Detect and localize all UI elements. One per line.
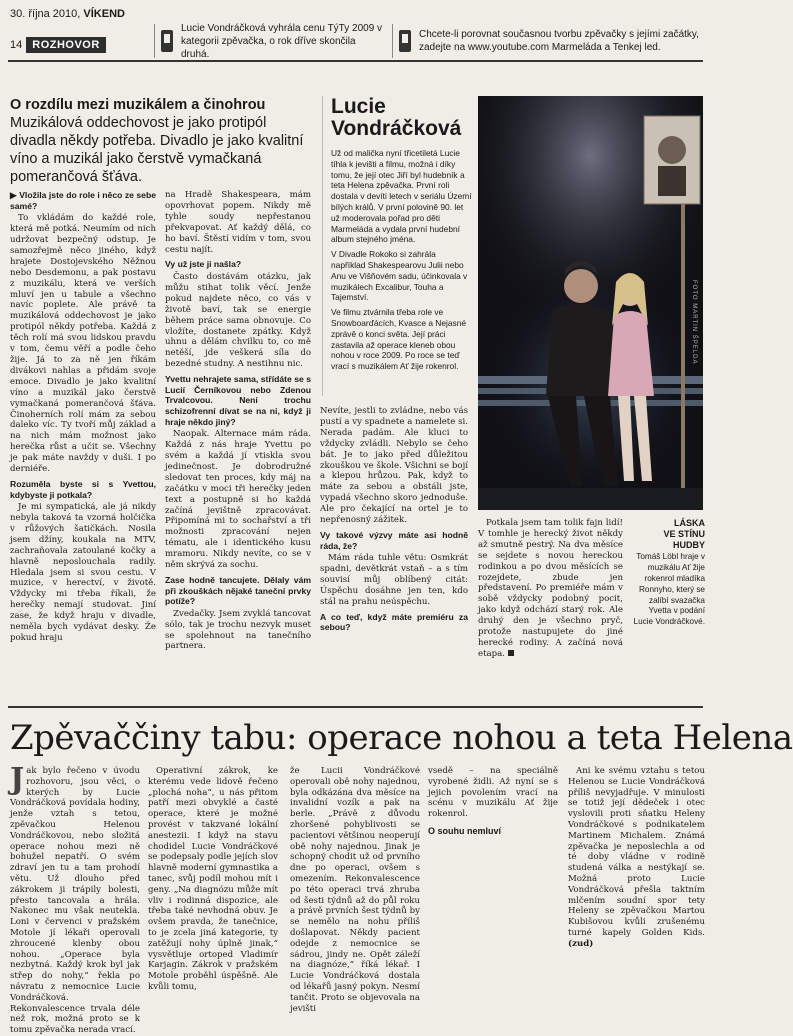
column-2 [165, 190, 311, 652]
question: ▶ Vložila jste do role i něco ze sebe samé? [10, 190, 156, 211]
lead-title: O rozdílu mezi muzikálem a činohrou [10, 97, 266, 113]
info-phone-icon [399, 30, 411, 52]
drop-cap: J [10, 762, 25, 797]
column-1 [10, 190, 156, 644]
photo-credit: FOTO MARTIN ŠPELDA [691, 280, 697, 365]
info-box-youtube [392, 24, 704, 58]
answer: Nevíte, jestli to zvládne, nebo vás pustí a vy spadnete a namelete si. Nerada padám. Ale kluci to vždycky zvládli. Nebylo se čeho bát. Je to jako před důležitou zkouškou ve škole. Všichni se bojí a klepou hrůzou. Pak, když to máte za sebou a obstáli jste, vypadá všechno skoro jednoduše. Ale pro čekající na ortel je to nepřenosný zážitek. [320, 406, 468, 526]
article-text: vsedě – na speciálně vyrobené židli. Až nyní se s jejich povolením vrací na scénu v muzikálu Ať žije rokenrol. [428, 766, 558, 820]
answer: Je mi sympatická, ale já nikdy nebyla taková ta vzorná holčička v růžových šatičkách. Nosila jsem džíny, koukala na MTV, zachraňovala zatoulané kočky a hlavně neposlouchala radily. Hledala jsem si svou cestu. V muzice, v herectví, v životě. Vždycky mi třeba říkali, že herečky nemají studovat. Jiní zase, že když hraju v divadle, neměla bych vydávat desky. Že pokud hraju [10, 502, 156, 643]
article-text: Operativní zákrok, ke kterému vede lidově řečeno „plochá noha“, u nás přitom patří mezi obvyklé a časté operace, které je možné provést v takzvané lokální anestezii. I když na stavu chodidel Lucie Vondráčkové se podepsaly podle jejích slov hlavně moderní gymnastika a tanec, svůj podíl mohou mít i geny. „Na diagnózu může mít vliv i rodinná dispozice, ale třeba také nevhodná obuv. Je ovšem pravda, že tanečnice, to je zcela jiná kategorie, ty zatěžují nohy úplně jinak,“ vysvětluje ortoped Vladimír Karjagin. Zákrok v pražském Motole proběhl úspěšně. Ale kvůli tomu, [148, 766, 278, 992]
photo-caption [630, 518, 705, 628]
article-divider [8, 706, 703, 708]
article-column-2 [148, 766, 278, 993]
column-4 [478, 518, 623, 660]
article-text: ak bylo řečeno v úvodu rozhovoru, jsou věci, o kterých by Lucie Vondráčková povídala hodiny, jenže vztah s tetou, zpěvačkou Helenou Vondráčkovou, nebo složitá operace nohou mezi ně bohužel nepatří. O svém zdraví jen tu a tam prohodí větu. Už dlouho před zákrokem ji trápily bolesti, přesto tancovala a hrála. Nakonec mu však neutekla. Loni v červenci v pražském Motole jí lékaři operovali zhroucené klenby obou nohou. „Operace byla nezbytná. Každý krok byl jak střep do nohy,“ řekla po návratu z nemocnice Lucie Vondráčková. Rekonvalescence trvala déle než rok, možná proto se k tomu zpěvačka nerada vrací. [10, 766, 140, 1036]
profile-text: Už od malička nyní třicetiletá Lucie tíhla k jevišti a filmu, možná i díky tomu, že její otec Jiří byl hudebník a teta Helena zpěvačka. První roli dostala v devíti letech v seriálu Území bílých králů. V první polovině 90. let už moderovala pořad pro děti Marmeláda a vydala první hudební album stejného jména. [331, 148, 472, 245]
question: Yvettu nehrajete sama, střídáte se s Lucií Černíkovou nebo Zdenou Trvalcovou. Není trochu schizofrenní dívat se na ni, když ji hraje někdo jiný? [165, 374, 311, 427]
author-sign: (zud) [568, 938, 594, 949]
section-name: VÍKEND [83, 8, 125, 20]
issue-date [10, 8, 125, 20]
column-3 [320, 406, 468, 635]
question: Zase hodně tancujete. Dělaly vám při zkouškách nějaké taneční prvky potíže? [165, 574, 311, 607]
answer: Potkala jsem tam tolik fajn lidí! V tomhle je herecký život někdy až smutně pestrý. Na dva měsíce se sejdete s novou hereckou rodinkou a po dvou měsících se rozejdete, zbude jen představení. Po premiéře mám v sobě vždycky podobný pocit, jako když odchází starý rok. Ale druhý den je všechno pryč, protože nastupujete do jiné herecké rodiny. A začíná nová etapa. [478, 518, 623, 659]
answer: Naopak. Alternace mám ráda. Každá z nás hraje Yvettu po svém a každá jí vtiskla svou jedinečnost. Je dobrodružné sledovat ten proces, kdy máj na začátku v moci tři herečky jeden text a postupně si ho každá začíná jevištně zpracovávat. Připomíná mi to sochařství a tři možnosti zpracování nejen tématu, ale i identického kusu mramoru. Nikdy nevíte, co se v něm skrývá za sochu. [165, 429, 311, 571]
answer: Často dostávám otázku, jak můžu stihat tolik věcí. Jenže pokud najdete něco, co vás v životě baví, tak se energie během práce sama obnovuje. Co vložíte, dostanete zpátky. Když uhnu a dělám chvilku to, co mě netěší, jde veškerá síla do bezedné studny. A nestihnu nic. [165, 272, 311, 370]
article-headline: Zpěvaččiny tabu: operace nohou a teta Helena [10, 718, 793, 758]
stage-photo-illustration [478, 96, 703, 510]
answer: Mám ráda tuhle větu: Osmkrát spadni, devětkrát vstaň – a s tím souvisí můj oblíbený citát: Úspěchu dosáhne jen ten, kdo stál na prahu neúspěchu. [320, 553, 468, 607]
info-phone-icon [161, 30, 173, 52]
info-box-youtube-text: Chcete-li porovnat současnou tvorbu zpěvačky s jejími začátky, zadejte na www.youtube.com Marmeláda a Tenkej led. [419, 29, 699, 53]
question: Vy už jste ji našla? [165, 259, 242, 270]
lead-text: Muzikálová oddechovost je jako protipól divadla někdy potřeba. Divadlo je jako kvalitní víno a muzikál jako čerstvě vymačkaná pomerančová šťáva. [10, 115, 304, 185]
article-subheading: O souhu nemluví [428, 825, 502, 836]
header-divider [8, 60, 703, 62]
end-mark-icon [508, 650, 514, 656]
article-column-5 [568, 766, 705, 950]
answer: Zvedačky. Jsem zvyklá tancovat sólo, tak je trochu nezvyk muset se spolehnout na tanečního partnera. [165, 608, 311, 652]
stage-photo [478, 96, 703, 510]
answer: na Hradě Shakespeara, mám opovrhovat popem. Nikdy mě tyhle soudy nepřestanou překvapovat. Ať každý dělá, co ho baví. Štěstí vidím v tom, svou cestu najít. [165, 190, 311, 255]
interview-lead [10, 96, 310, 186]
article-text: že Lucii Vondráčkové operovali obě nohy najednou, byla odkázána dva měsíce na invalidní vozík a pak na berle. „Právě z důvodu zhoršené pohyblivosti se pacientovi většinou neoperují obě nohy najednou. Jinak je schopný chodit už od prvního dne po operaci, ovšem s omezením. Rekonvalescence po této operaci trvá zhruba od šesti týdnů až do půl roku a právě prvních šest týdnů by se nemělo na nohu příliš došlapovat. Někdy pacient odejde z nemocnice se sádrou, jindy ne. Opět záleží na diagnóze,“ říká lékař. I Lucie Vondráčková dostala od lékařů jasný pokyn. Nesmí tančit. Proto se objevovala na jevišti [290, 766, 420, 1014]
answer: To vkládám do každé role, která mě potká. Neumím od nich udržovat bezpečný odstup. Je samozřejmě něco jiného, když hrajete Dostojevského Něžnou nebo Desdemonu, a pak postavu z muzikálu, která ve verších mluví jen u tabule a všechno navíc poplete. Ale právě ta muzikálová oddechovost je jako protipól někdy potřeba. Každá z těch rolí má svou lidskou pravdu v tom, čemu věří a podle čeho žije. Já to za ně jen říkám divákovi nahlas a přidám svoje emoce. Divadlo je jako kvalitní víno a muzikál jako čerstvě vymačkaná pomerančová šťáva. Činoherních rolí mám za sebou daleko víc. Ty tvoří můj základ a na nich mám možnost jako herečka růst a učit se. Všechny je pak máte navždy v duši. I po derniéře. [10, 213, 156, 475]
info-box-award [154, 24, 386, 58]
question: Vy takové výzvy máte asi hodně ráda, že? [320, 529, 468, 551]
profile-box [322, 96, 472, 396]
caption-text: Tomáš Löbl hraje v muzikálu Ať žije rokenrol mladíka Ronnyho, který se zalíbí svazačka Yvetta v podání Lucie Vondráčkové. [633, 552, 705, 627]
article-column-1 [10, 762, 140, 1036]
article-column-4 [428, 766, 558, 839]
article-column-3 [290, 766, 420, 1014]
info-box-award-text: Lucie Vondráčková vyhrála cenu TýTy 2009 v kategorii zpěvačka, o rok dříve skončila druhá. [181, 22, 383, 60]
question: A co teď, když máte premiéru za sebou? [320, 611, 468, 633]
question: Rozuměla byste si s Yvettou, kdybyste ji potkala? [10, 478, 156, 500]
profile-text: V Divadle Rokoko si zahrála například Shakespearovu Julii nebo Anu ve Višňovém sadu, účinkovala v muzikálech Excalibur, Touha a Tajemství. [331, 249, 468, 303]
profile-text: Ve filmu ztvárnila třeba role ve Snowboarďácích, Kvasce a Nejasné zprávě o konci světa. Její práci zastavila až operace kleneb obou nohou v roce 2009. Po roce se teď vrací s muzikálem Ať žije rokenrol. [331, 307, 467, 372]
caption-headline: LÁSKA VE STÍNU HUDBY [663, 518, 705, 550]
page-tag [10, 37, 106, 53]
page-label: ROZHOVOR [26, 37, 106, 53]
page-number: 14 [10, 39, 23, 51]
article-text: Ani ke svému vztahu s tetou Helenou se Lucie Vondráčková příliš nevyjadřuje. V minulosti se totiž její dědeček i otec vyslovili proti sňatku Heleny Vondráčkové s podnikatelem Martinem Michalem. Známá zpěvačka je neposlechla a od té doby vládne v rodině studená válka a nestýkají se. Možná proto Lucie Vondráčková přešla taktním mlčením soudní spor tety Heleny se zpěvačkou Martou Kubišovou kvůli zrušenému turné kapely Golden Kids. (zud) [568, 766, 705, 949]
profile-name: Lucie Vondráčková [331, 95, 462, 140]
date-text: 30. října 2010, [10, 8, 81, 20]
